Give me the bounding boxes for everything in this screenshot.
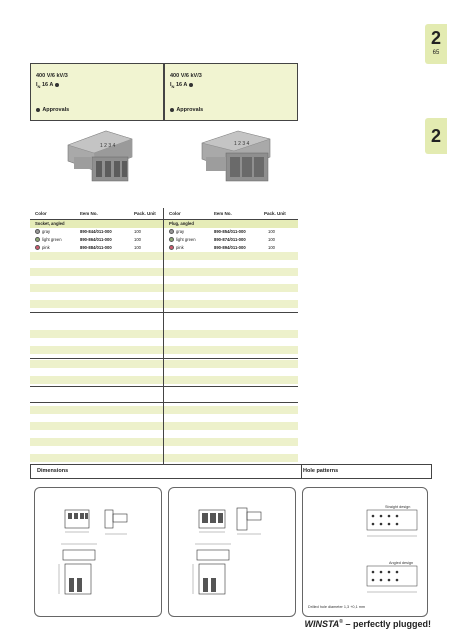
color-swatch-icon (35, 245, 40, 250)
hole-patterns-heading: Hole patterns (303, 468, 339, 474)
table-row: gray 890-844/011-000 100 (30, 228, 163, 236)
socket-column (30, 208, 164, 464)
spec-box-plug (164, 63, 298, 121)
plug-column (164, 208, 298, 464)
socket-dimension-drawing (34, 487, 162, 617)
voltage-rating: 400 V/6 kV/3 (36, 73, 68, 79)
svg-text:1 2 3 4: 1 2 3 4 (234, 141, 250, 147)
current-rating: $I_N$ 16 A (36, 82, 60, 89)
approvals-label: Approvals (36, 107, 69, 113)
note-icon (189, 83, 193, 87)
approvals-label: Approvals (170, 107, 203, 113)
approvals-icon (170, 108, 174, 112)
straight-design-label: Straight design (385, 505, 411, 509)
angled-design-label: Angled design (389, 561, 414, 565)
color-swatch-icon (169, 229, 174, 234)
group-label: Socket, angled (30, 220, 163, 228)
plug-product-image (196, 127, 276, 189)
footer-slogan: WINSTA® – perfectly plugged! (304, 619, 431, 629)
chapter-number: 2 (430, 28, 441, 48)
table-row: gray 890-854/011-000 100 (164, 228, 298, 236)
spec-box-socket (30, 63, 164, 121)
note-icon (55, 83, 59, 87)
hole-pattern-drawing (302, 487, 428, 617)
color-swatch-icon (35, 237, 40, 242)
table-header: Color Item No. Pack. Unit (164, 208, 298, 220)
table-row: pink 890-884/011-000 100 (30, 244, 163, 252)
side-chapter-tab: 2 (425, 118, 447, 154)
page-number: 65 (432, 50, 440, 56)
color-swatch-icon (35, 229, 40, 234)
current-rating: $I_N$ 16 A (170, 82, 194, 89)
table-header: Color Item No. Pack. Unit (30, 208, 163, 220)
drill-note: Drilled hole diameter 1,3 +0,1 mm (308, 605, 366, 609)
svg-text:1 2 3 4: 1 2 3 4 (100, 143, 116, 149)
dimensions-heading: Dimensions (37, 468, 69, 474)
tagline: – perfectly plugged! (342, 619, 431, 629)
order-table (30, 208, 298, 464)
approvals-icon (36, 108, 40, 112)
voltage-rating: 400 V/6 kV/3 (170, 73, 202, 79)
color-swatch-icon (169, 237, 174, 242)
section-bar (30, 464, 432, 479)
group-label: Plug, angled (164, 220, 298, 228)
table-row: light green 890-864/011-000 100 (30, 236, 163, 244)
brand-name: WINSTA (304, 619, 340, 629)
color-swatch-icon (169, 245, 174, 250)
chapter-tab (425, 24, 447, 64)
socket-product-image (60, 127, 140, 189)
table-row: pink 890-894/011-000 100 (164, 244, 298, 252)
table-row: light green 890-874/011-000 100 (164, 236, 298, 244)
plug-dimension-drawing (168, 487, 296, 617)
